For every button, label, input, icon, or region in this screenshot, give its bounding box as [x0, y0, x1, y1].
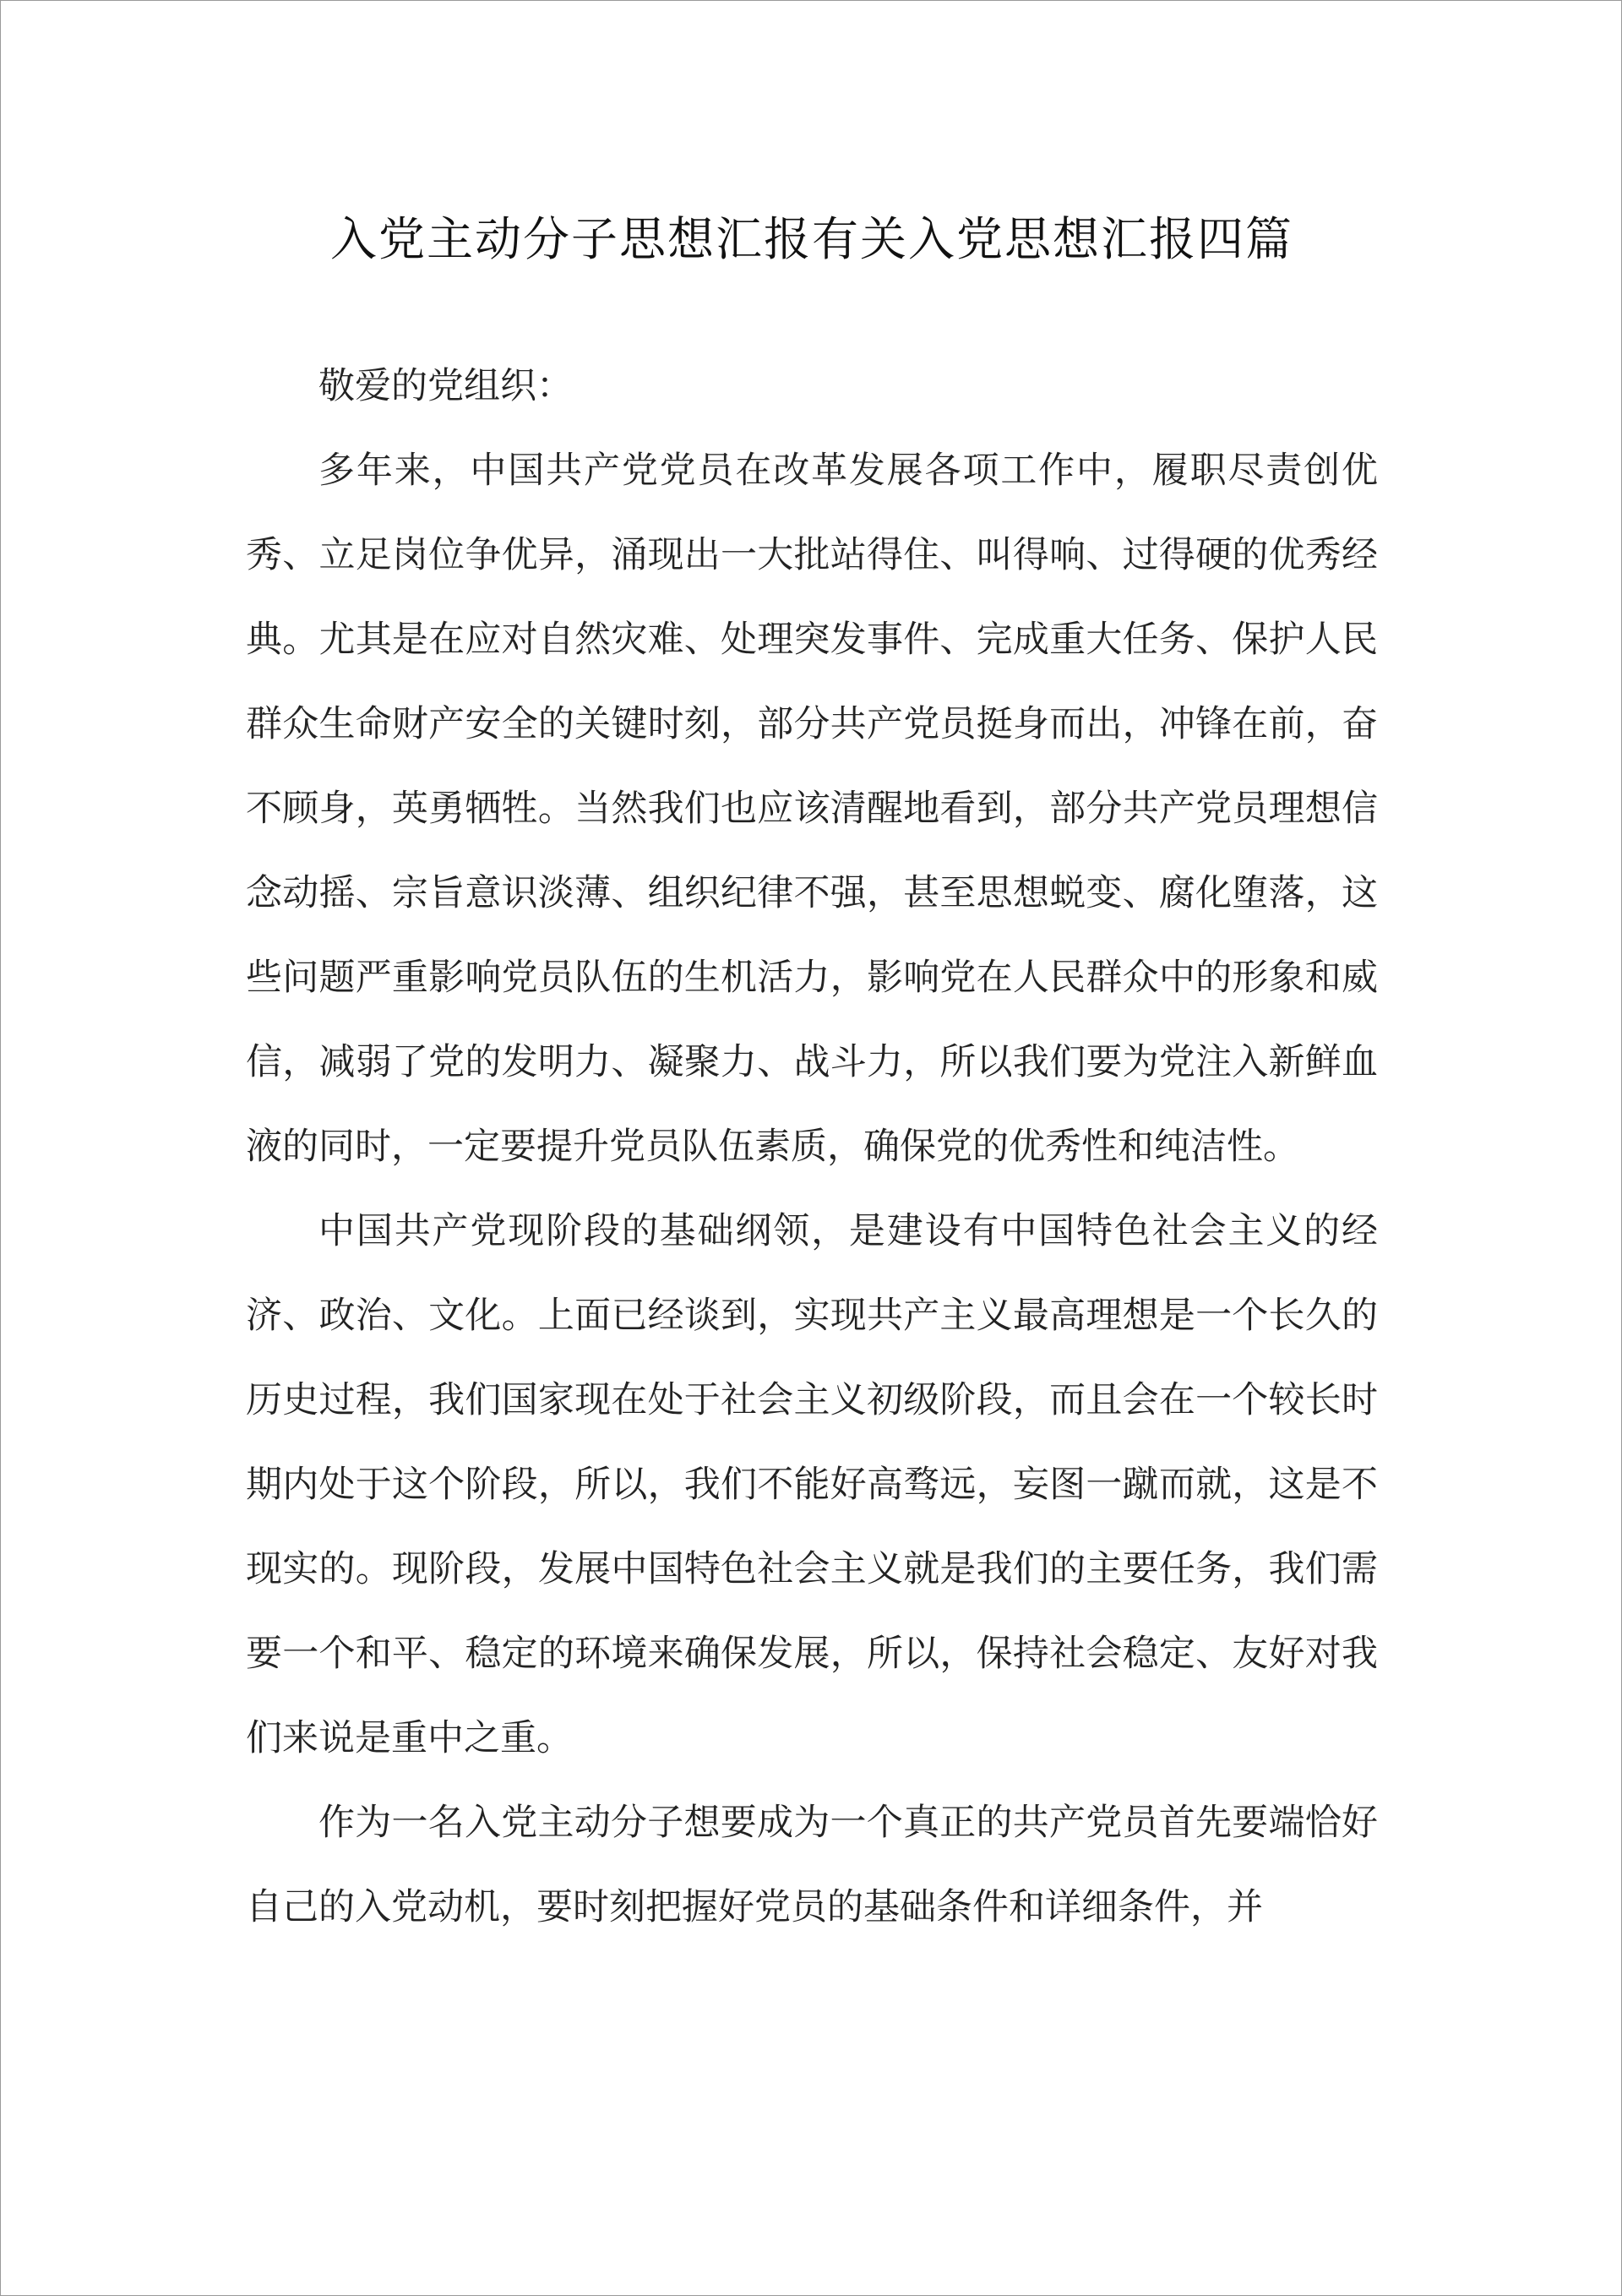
document-body — [246, 344, 1378, 1950]
salutation: 敬爱的党组织： — [318, 365, 573, 407]
document-title: 入党主动分子思想汇报有关入党思想汇报四篇 — [329, 212, 1293, 266]
paragraph-1: 多年来，中国共产党党员在改革发展各项工作中，履职尽责创优秀、立足岗位争优异，涌现出一大批站得住、叫得响、过得硬的优秀经典。尤其是在应对自然灾难、处理突发事件、完成重大任务、保护人民群众生命财产安全的关键时刻，部分共产党员挺身而出，冲锋在前，奋不顾身，英勇牺牲。当然我们也应该清醒地看到，部分共产党员理想信念动摇、宗旨意识淡薄、组织纪律不强，甚至思想蜕变、腐化堕落，这些问题严重影响党员队伍的生机活力，影响党在人民群众中的形象和威信，减弱了党的发明力、凝聚力、战斗力，所以我们要为党注入新鲜血液的同时，一定要提升党员队伍素质，确保党的优秀性和纯洁性。 — [246, 450, 1378, 1168]
paragraph-3: 作为一名入党主动分子想要成为一个真正的共产党员首先要端恰好自己的入党动机，要时刻把握好党员的基础条件和详细条件，并 — [246, 1802, 1378, 1928]
paragraph-2: 中国共产党现阶段的基础纲领，是建设有中国特色社会主义的经济、政治、文化。上面已经谈到，实现共产主义最高理想是一个长久的历史过程，我们国家现在处于社会主义初级阶段，而且会在一个较长时期内处于这个阶段，所以，我们不能好高骛远，妄图一蹴而就，这是不现实的。现阶段，发展中国特色社会主义就是我们的主要任务，我们需要一个和平、稳定的环境来确保发展，所以，保持社会稳定、友好对我们来说是重中之重。 — [246, 1210, 1378, 1759]
